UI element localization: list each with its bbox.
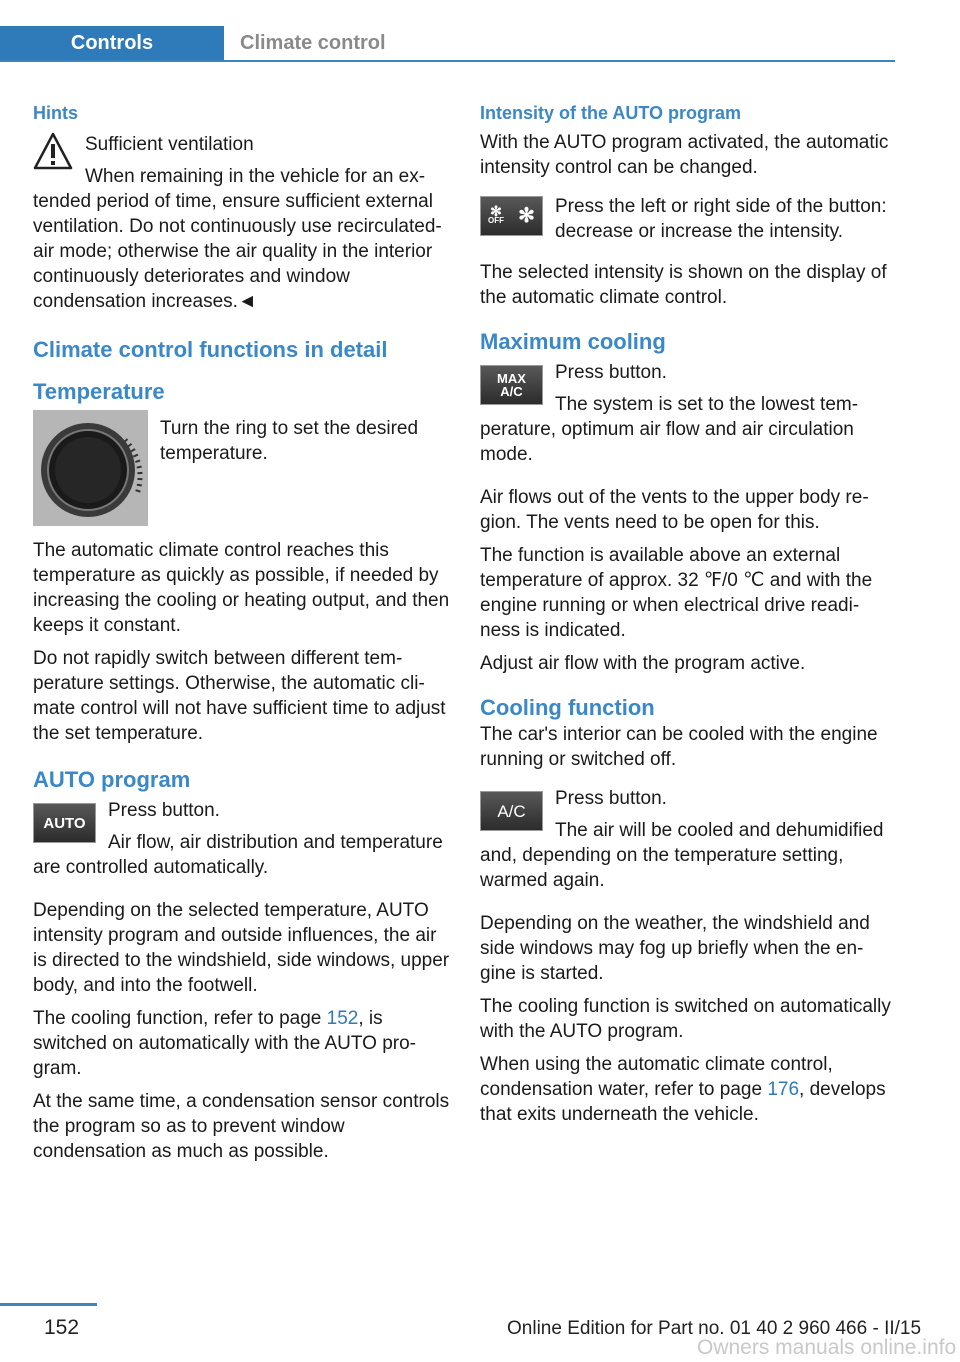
watermark: Owners manuals online.info [697,1336,957,1359]
right-column [480,100,892,1135]
temperature-block [33,410,451,526]
header-tabs [0,26,895,62]
hints-title: Hints [33,103,78,123]
header-rule [0,60,895,62]
cooling-para-3 [480,1052,892,1127]
edition-text: Online Edition for Part no. 01 40 2 960 466 - II/15 [507,1318,922,1339]
temperature-para-2: Do not rapidly switch between different temperature settings. Otherwise, the automatic climate control will not have sufficient time to adjust the set temperature. [33,648,446,744]
auto-para-1: Depending on the selected temperature, AUTO intensity program and outside influences, the air is directed to the windshield, side windows, upper body, and into the footwell. [33,900,450,996]
intensity-title: Intensity of the AUTO program [480,103,742,123]
auto-press-text: Press button. [108,800,220,821]
max-label: MAX [497,371,526,386]
temperature-para-1: The automatic climate control reaches this temperature as quickly as possible, if needed by increasing the cooling or heating output, and then keeps it constant. [33,540,450,636]
fan-off-label: OFF [488,216,505,225]
auto-para-2-pre: The cooling function, refer to page [33,1008,327,1029]
tab-climate-control[interactable]: Climate control [240,32,386,54]
cooling-text: The air will be cooled and dehumidified and, depending on the temperature setting, warmed again. [480,820,884,891]
max-cooling-text: The system is set to the lowest temperature, optimum air flow and air circulation mode. [480,394,859,465]
temperature-knob-image [33,410,148,526]
intensity-para-2: The selected intensity is shown on the display of the automatic climate control. [480,262,887,308]
auto-para-2-post: , is switched on automatically with the AUTO program. [33,1008,416,1079]
section-title: Climate control functions in detail [33,337,388,362]
page-number: 152 [44,1316,80,1339]
max-cooling-press-text: Press button. [555,362,667,383]
fan-low-group [488,203,505,225]
auto-button-image: AUTO [33,803,96,843]
intensity-para-1: With the AUTO program activated, the automatic intensity control can be changed. [480,132,889,178]
max-cooling-para-3: Adjust air flow with the program active. [480,653,806,674]
cooling-function-title: Cooling function [480,695,655,720]
intensity-button-image [480,196,543,236]
cooling-para-0: The car's interior can be cooled with the engine running or switched off. [480,724,878,770]
warning-icon [33,132,73,170]
hint-text: When remaining in the vehicle for an extended period of time, ensure sufficient external ventilation. Do not continuously use recirculated-air mode; otherwise the air quality in the interior continuously deteriorates and window condensation increases.◄ [33,166,442,312]
cooling-para-2: The cooling function is switched on automatically with the AUTO program. [480,996,891,1042]
max-cooling-para-1: Air flows out of the vents to the upper body region. The vents need to be open for this. [480,487,869,533]
intensity-press-text: Press the left or right side of the button: decrease or increase the intensity. [555,196,887,242]
auto-text: Air flow, air distribution and temperature are controlled automatically. [33,832,443,878]
auto-para-3: At the same time, a condensation sensor controls the program so as to prevent window condensation as much as possible. [33,1091,450,1162]
intensity-block [480,194,892,244]
page-link-152[interactable]: 152 [326,1008,359,1029]
cooling-para-1: Depending on the weather, the windshield and side windows may fog up briefly when the engine is started. [480,913,870,984]
auto-program-block [33,798,451,880]
max-cooling-block [480,360,892,467]
fan-low-icon: ✻ [490,203,502,219]
cooling-para-3-pre: When using the automatic climate control, condensation water, refer to page [480,1054,833,1100]
max-cooling-title: Maximum cooling [480,329,666,354]
auto-para-2 [33,1006,451,1081]
hint-subtitle: Sufficient ventilation [85,134,254,155]
temperature-text: Turn the ring to set the desired temperature. [160,418,419,464]
max-cooling-para-2: The function is available above an external temperature of approx. 32 ℉/0 ℃ and with the engine running or when electrical drive readiness is indicated. [480,545,873,641]
cooling-block [480,786,892,893]
tab-controls[interactable]: Controls [0,26,224,62]
temperature-title: Temperature [33,379,165,404]
ac-button-image: A/C [480,791,543,831]
page-link-176[interactable]: 176 [767,1079,800,1100]
footer-rule [0,1303,97,1306]
left-column [33,100,451,1172]
auto-program-title: AUTO program [33,767,191,792]
fan-high-icon: ✻ [518,204,535,227]
ac-label: A/C [500,384,523,399]
max-ac-button-image [480,365,543,405]
cooling-para-3-post: , develops that exits underneath the vehicle. [480,1079,886,1125]
hint-block [33,132,451,314]
cooling-press-text: Press button. [555,788,667,809]
